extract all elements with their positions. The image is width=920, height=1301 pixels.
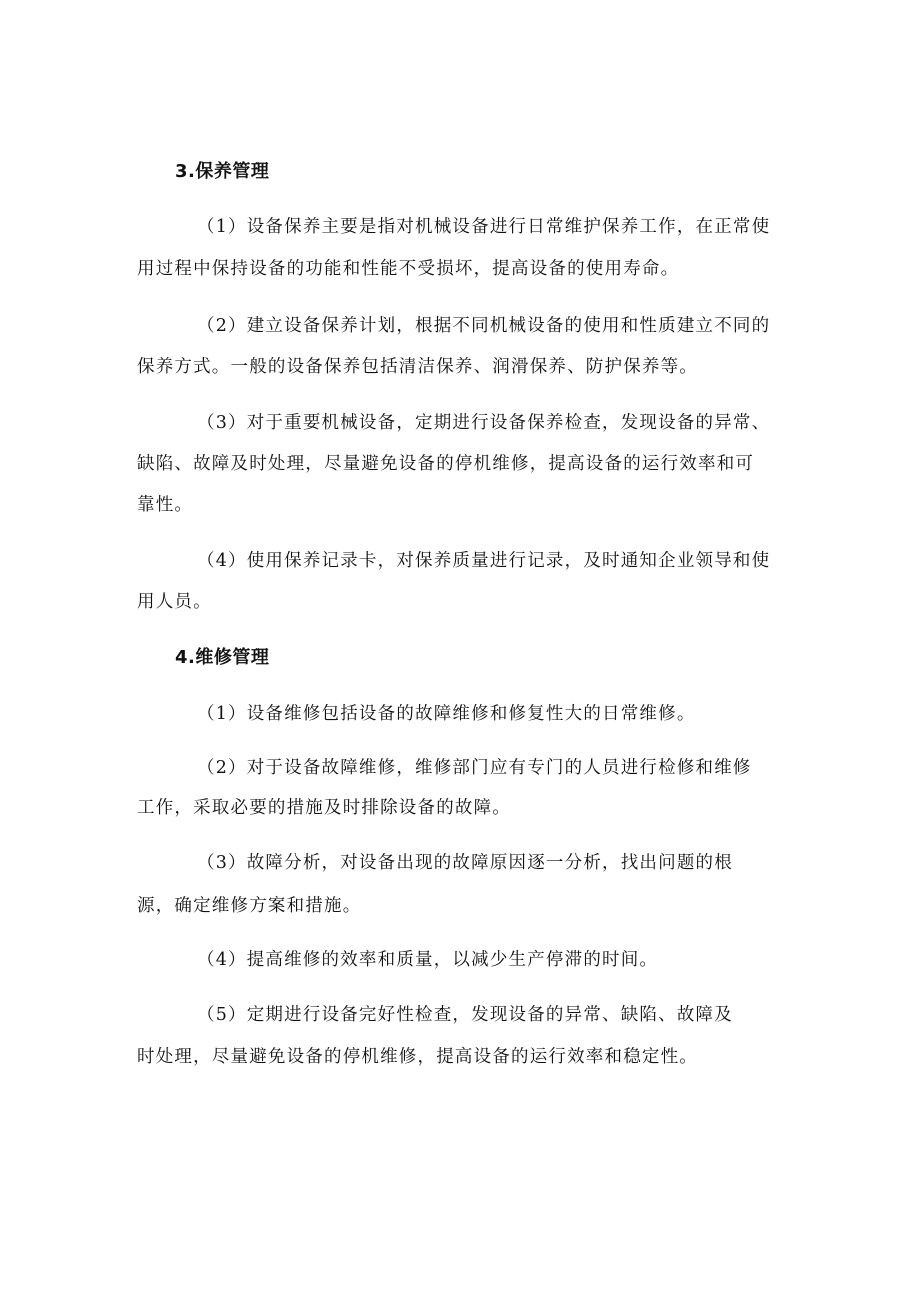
paragraph-line: （3）对于重要机械设备，定期进行设备保养检查，发现设备的异常、 (197, 413, 771, 433)
paragraph-line: 保养方式。一般的设备保养包括清洁保养、润滑保养、防护保养等。 (137, 357, 698, 377)
paragraph-line: （2）建立设备保养计划，根据不同机械设备的使用和性质建立不同的 (197, 316, 771, 336)
paragraph-line: （3）故障分析，对设备出现的故障原因逐一分析，找出问题的根 (197, 853, 733, 873)
paragraph-line: 用过程中保持设备的功能和性能不受损坏，提高设备的使用寿命。 (137, 259, 680, 279)
paragraph-line: 时处理，尽量避免设备的停机维修，提高设备的运行效率和稳定性。 (137, 1047, 698, 1067)
paragraph-line: （5）定期进行设备完好性检查，发现设备的异常、缺陷、故障及 (197, 1005, 733, 1025)
section-heading-repair-management: 4.维修管理 (175, 647, 270, 668)
paragraph-line: 用人员。 (137, 592, 212, 612)
paragraph-line: 工作，采取必要的措施及时排除设备的故障。 (137, 798, 511, 818)
paragraph-line: （2）对于设备故障维修，维修部门应有专门的人员进行检修和维修 (197, 758, 752, 778)
paragraph-line: （4）提高维修的效率和质量，以减少生产停滞的时间。 (197, 950, 659, 970)
paragraph-line: （1）设备保养主要是指对机械设备进行日常维护保养工作，在正常使 (197, 217, 771, 237)
paragraph-line: 源，确定维修方案和措施。 (137, 896, 362, 916)
section-heading-maintenance-management: 3.保养管理 (175, 161, 270, 182)
paragraph-line: （4）使用保养记录卡，对保养质量进行记录，及时通知企业领导和使 (197, 551, 771, 571)
paragraph-line: （1）设备维修包括设备的故障维修和修复性大的日常维修。 (197, 704, 696, 724)
paragraph-line: 靠性。 (137, 495, 194, 515)
paragraph-line: 缺陷、故障及时处理，尽量避免设备的停机维修，提高设备的运行效率和可 (137, 454, 755, 474)
